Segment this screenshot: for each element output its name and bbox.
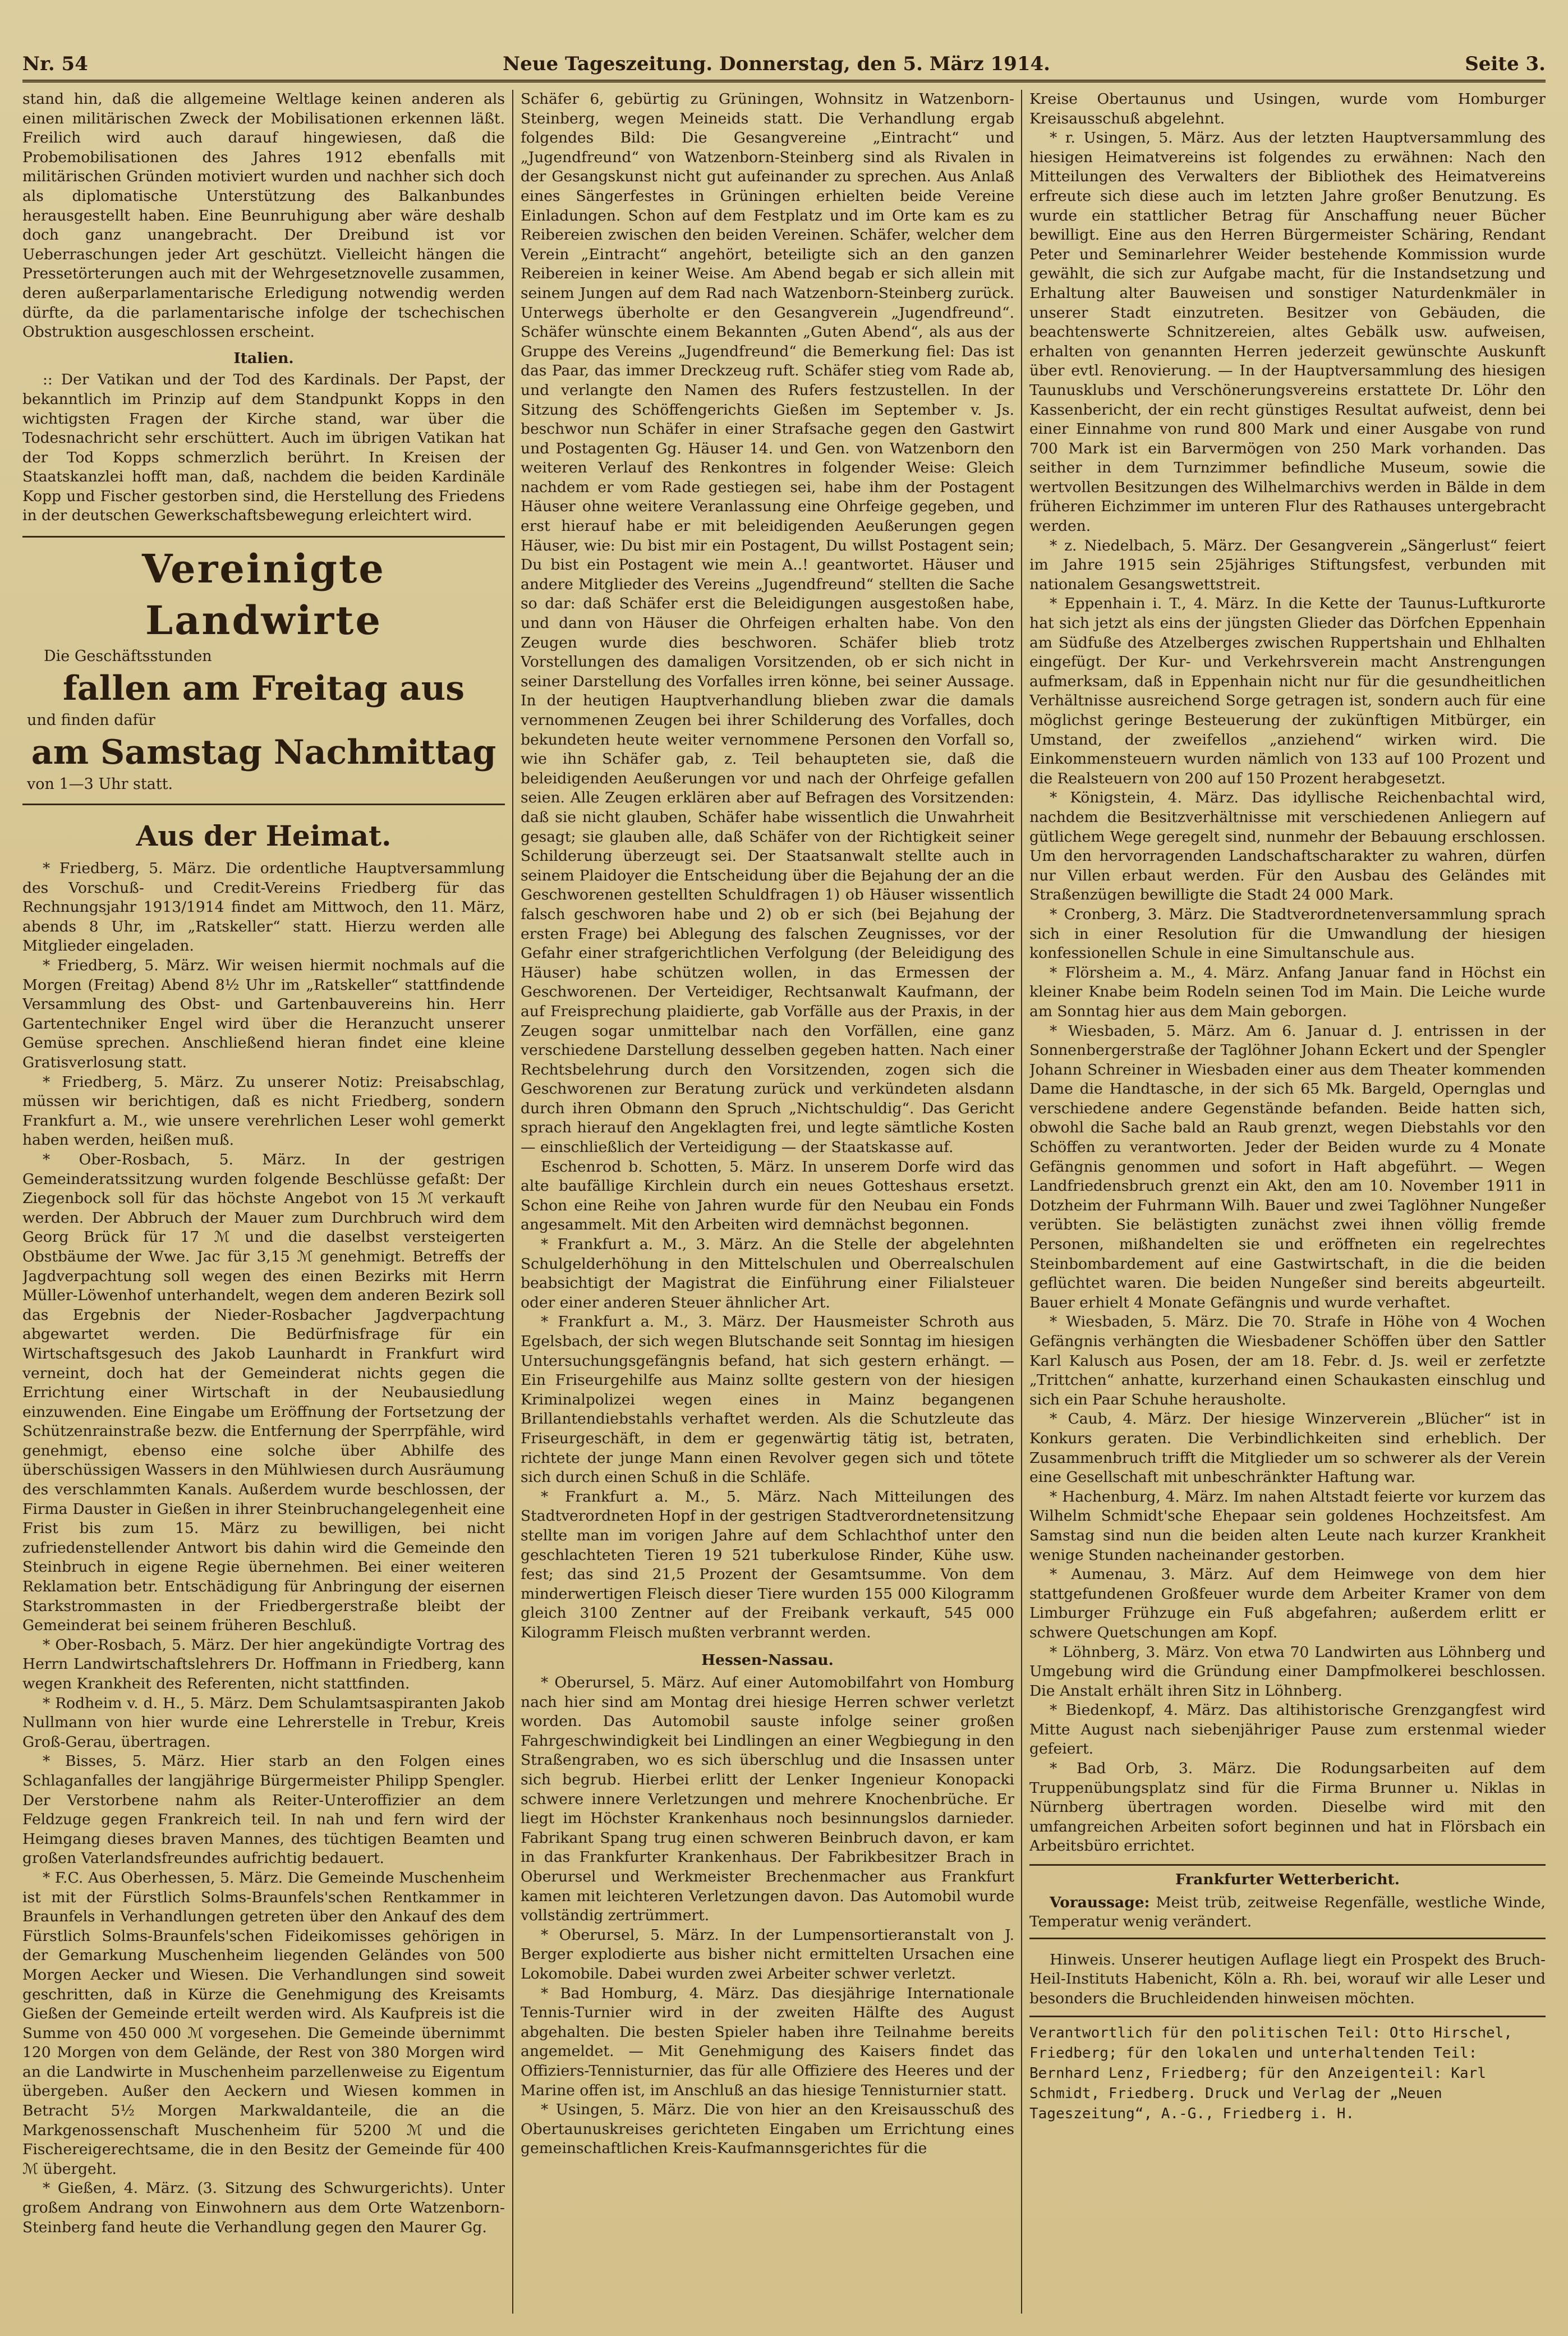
article-text: * Biedenkopf, 4. März. Das altihistorische Grenzgangfest wird Mitte August nach siebenjähriger Pause zum erstenmal wieder gefeiert. — [1029, 1701, 1546, 1758]
section-heading: Hessen-Nassau. — [701, 1651, 834, 1669]
article-text: * Bad Homburg, 4. März. Das diesjährige Internationale Tennis-Turnier wird in der zweiten Hälfte des August abgehalten. Die besten Spieler haben ihre Teilnahme bereits angemeldet. — Mit Genehmigung des Kaisers findet das Offiziers-Tennisturnier, das für alle Offiziere des Heeres und der Marine offen ist, im Anschluß an das hiesige Tennisturnier statt. — [521, 1984, 1014, 2099]
article-text: Eschenrod b. Schotten, 5. März. In unserem Dorfe wird das alte baufällige Kirchlein durch ein neues Gotteshaus ersetzt. Schon eine Reihe von Jahren wurde für den Neubau ein Fonds angesammelt. Mit den Arbeiten wird demnächst begonnen. — [521, 1158, 1014, 1234]
article-text: stand hin, daß die allgemeine Weltlage keinen anderen als einen militärischen Zweck der Mobilisationen erkennen läßt. Freilich wird auch darauf hingewiesen, daß die Probemobilisationen des Jahres 1912 ebenfalls mit militärischen Gründen motiviert wurden und nachher sich doch als diplomatische Unterstützung des Balkanbundes herausgestellt haben. Eine Beunruhigung aber wäre deshalb doch ganz unangebracht. Der Dreibund ist vor Ueberraschungen jeder Art geschützt. Vielleicht hängen die Pressetörterungen auch mit der Wehrgesetznovelle zusammen, deren außerparlamentarische Erledigung notwendig werden dürfte, da die parlamentarische infolge der tschechischen Obstruktion ausgeschlossen erscheint. — [22, 90, 505, 341]
ad-line: und finden dafür — [27, 712, 155, 729]
notice-text: Hinweis. Unserer heutigen Auflage liegt ein Prospekt des Bruch-Heil-Instituts Habenicht, Köln a. Rh. bei, worauf wir alle Leser und besonders die Bruchleidenden hinweisen möchten. — [1029, 1951, 1546, 2007]
section-title: Aus der Heimat. — [136, 819, 392, 853]
article-text: * Usingen, 5. März. Die von hier an den Kreisausschuß des Obertaunuskreises gerichteten Eingaben um Errichtung eines gemeinschaftlichen Kreis-Kaufmannsgerichtes für die — [521, 2101, 1014, 2158]
ad-title: Vereinigte Landwirte — [142, 545, 385, 644]
page-number: Seite 3. — [1465, 53, 1546, 75]
article-text: * Rodheim v. d. H., 5. März. Dem Schulamtsaspiranten Jakob Nullmann von hier wurde eine Lehrerstelle in Trebur, Kreis Groß-Gerau, übertragen. — [22, 1694, 505, 1751]
column-1 — [22, 90, 505, 2314]
weather-title: Frankfurter Wetterbericht. — [1175, 1871, 1400, 1889]
article-text: * Friedberg, 5. März. Wir weisen hiermit nochmals auf die Morgen (Freitag) Abend 8½ Uhr im „Ratskeller“ stattfindende Versammlung des Obst- und Gartenbauvereins hin. Herr Gartentechniker Engel wird über die Heranzucht unserer Gemüse sprechen. Anschließend hieran findet eine kleine Gratisverlosung statt. — [22, 957, 505, 1071]
ad-line: fallen am Freitag aus — [62, 669, 465, 709]
article-text: * Bisses, 5. März. Hier starb an den Folgen eines Schlaganfalles der langjährige Bürgermeister Philipp Spengler. Der Verstorbene nahm als Reiter-Unteroffizier an dem Feldzuge gegen Frankreich teil. In nah und fern wird der Heimgang dieses braven Mannes, des tüchtigen Beamten und großen Vaterlandsfreundes aufrichtig bedauert. — [22, 1752, 505, 1867]
article-text: * Cronberg, 3. März. Die Stadtverordnetenversammlung sprach sich in einer Resolution für die Umwandlung der hiesigen konfessionellen Schule in eine Simultanschule aus. — [1029, 905, 1546, 962]
article-text: * Aumenau, 3. März. Auf dem Heimwege von dem hier stattgefundenen Großfeuer wurde dem Arbeiter Kramer von dem Limburger Frühzuge ein Fuß abgefahren; außerdem erlitt er schwere Quetschungen am Kopf. — [1029, 1566, 1546, 1641]
article-text: * Löhnberg, 3. März. Von etwa 70 Landwirten aus Löhnberg und Umgebung wird die Gründung einer Dampfmolkerei beschlossen. Die Anstalt erhält ihren Sitz in Löhnberg. — [1029, 1643, 1546, 1700]
article-text: * F.C. Aus Oberhessen, 5. März. Die Gemeinde Muschenheim ist mit der Fürstlich Solms-Braunfels'schen Rentkammer in Braunfels in Verhandlungen getreten über den Ankauf des dem Fürstlich Solms-Braunfels'schen Fideikomisses gehörigen in der Gemarkung Muschenheim liegenden Geländes von 500 Morgen Aecker und Wiesen. Die Verhandlungen sind soweit geschritten, daß in Kürze die Genehmigung des Kreisamts Gießen der Gemeinde erteilt werden wird. Als Kaufpreis ist die Summe von 450 000 ℳ vorgesehen. Die Gemeinde übernimmt 120 Morgen von dem Gelände, der Rest von 380 Morgen wird an die Landwirte in Muschenheim parzellenweise zu Eigentum übergeben. Außer den Aeckern und Wiesen kommen in Betracht 5½ Morgen Markwaldanteile, die an die Markgenossenschaft Muschenheim für 5200 ℳ und die Fischereigerechtsame, die in den Besitz der Gemeinde für 400 ℳ übergeht. — [22, 1869, 505, 2178]
section-heading: Italien. — [233, 349, 294, 367]
article-text: * Oberursel, 5. März. Auf einer Automobilfahrt von Homburg nach hier sind am Montag drei hiesige Herren schwer verletzt worden. Das Automobil sauste infolge seiner großen Fahrgeschwindigkeit bei Lindlingen an einer Wegbiegung in den Straßengraben, wo es sich überschlug und die Insassen unter sich begrub. Hierbei erlitt der Lenker Ingenieur Konopacki schwere innere Verletzungen und mehrere Knochenbrüche. Er liegt im Höchster Krankenhaus noch besinnungslos darnieder. Fabrikant Spang trug einen schweren Beinbruch davon, er kam in das Frankfurter Krankenhaus. Der Fabrikbesitzer Brach in Oberursel und Werkmeister Brechenmacher aus Frankfurt kamen mit leichteren Verletzungen davon. Das Automobil wurde vollständig zertrümmert. — [521, 1674, 1014, 1925]
weather-text — [1029, 1893, 1546, 1932]
article-text: * Friedberg, 5. März. Zu unserer Notiz: Preisabschlag, müssen wir berichtigen, daß es nicht Friedberg, sondern Frankfurt a. M., wie unsere verehrlichen Leser wohl gemerkt haben werden, heißen muß. — [22, 1073, 505, 1149]
article-text: * Gießen, 4. März. (3. Sitzung des Schwurgerichts). Unter großem Andrang von Einwohnern aus dem Orte Watzenborn-Steinberg fand heute die Verhandlung gegen den Maurer Gg. — [22, 2179, 505, 2236]
imprint: Verantwortlich für den politischen Teil: Otto Hirschel, Friedberg; für den lokalen und unterhaltenden Teil: Bernhard Lenz, Friedberg; für den Anzeigenteil: Karl Schmidt, Friedberg. Druck und Verlag der „Neuen Tageszeitung“, A.-G., Friedberg i. H. — [1029, 2024, 1512, 2122]
article-text: * Frankfurt a. M., 3. März. Der Hausmeister Schroth aus Egelsbach, der sich wegen Blutschande seit Sonntag im hiesigen Untersuchungsgefängnis befand, hat sich gestern erhängt. — Ein Friseurgehilfe aus Mainz sollte gestern von der hiesigen Kriminalpolizei wegen eines in Mainz begangenen Brillantendiebstahls verhaftet werden. Als die Schutzleute das Friseurgeschäft, in dem er gegenwärtig tätig ist, betraten, richtete der junge Mann einen Revolver gegen sich und tötete sich durch einen Schuß in die Schläfe. — [521, 1313, 1014, 1486]
weather-label: Voraussage: — [1050, 1893, 1150, 1911]
weather-forecast: Meist trüb, zeitweise Regenfälle, westliche Winde, Temperatur wenig verändert. — [1029, 1893, 1546, 1931]
article-text: Schäfer 6, gebürtig zu Grüningen, Wohnsitz in Watzenborn-Steinberg, wegen Meineids statt. Die Verhandlung ergab folgendes Bild: Die Gesangvereine „Eintracht“ und „Jugendfreund“ von Watzenborn-Steinberg sind als Rivalen in der Gesangskunst nicht gut aufeinander zu sprechen. Aus Anlaß eines Sängerfestes in Grüningen erhielten beide Vereine Einladungen. Schon auf dem Festplatz und im Orte kam es zu Reibereien zwischen den beiden Vereinen. Schäfer, welcher dem Verein „Eintracht“ angehört, beteiligte sich an den ganzen Reibereien in keiner Weise. Am Abend begab er sich allein mit seinem Jungen auf dem Rad nach Watzenborn-Steinberg zurück. Unterwegs überholte er den Gesangverein „Jugendfreund“. Schäfer wünschte einem Bekannten „Guten Abend“, als aus der Gruppe des Vereins „Jugendfreund“ die Bemerkung fiel: Das ist das Paar, das immer Dreckzeug ruft. Schäfer stieg vom Rade ab, und verlangte den Namen des Rufers festzustellen. In der Sitzung des Schöffengerichts Gießen im September v. Js. beschwor nun Schäfer in einer Strafsache gegen den Gastwirt und Postagenten Gg. Häuser 14. und Gen. von Watzenborn den weiteren Verlauf des Renkontres in folgender Weise: Gleich nachdem er vom Rade gestiegen sei, habe ihm der Postagent Häuser ohne weitere Veranlassung eine Ohrfeige gegeben, und erst hierauf habe er mit beleidigenden Aeußerungen gegen Häuser, wie: Du bist mir ein Postagent, Du willst Postagent sein; Du bist ein Postagent wie mein A..! geantwortet. Häuser und andere Mitglieder des Vereins „Jugendfreund“ stellten die Sache so dar: daß Schäfer erst die Beleidigungen ausgestoßen habe, und dann von Häuser die Ohrfeigen erhalten habe. Von den Zeugen wurde dies beschworen. Schäfer blieb trotz Vorstellungen des damaligen Vorsitzenden, ob er sich nicht in seiner Darstellung des Vorfalles irren könne, bei seiner Aussage. In der heutigen Hauptverhandlung blieben zwar die damals vernommenen Zeugen bei ihrer Schilderung des Vorfalles, doch bekundeten heute weiter vernommene Personen den Vorfall so, wie ihn Schäfer gab, z. Teil behaupteten sie, daß die beleidigenden Aeußerungen vor und nach der Ohrfeige gefallen seien. Alle Zeugen erklären aber auf Befragen des Vorsitzenden: daß sie nicht glauben, Schäfer habe wissentlich die Unwahrheit gesagt; sie glauben alle, daß Schäfer von der Richtigkeit seiner Schilderung überzeugt sei. Der Staatsanwalt stellte auch in seinem Plaidoyer die Entscheidung über die Bejahung der an die Geschworenen gestellten Schuldfragen 1) ob Häuser wissentlich falsch geschworen habe und 2) ob er sich (bei Bejahung der ersten Frage) bei Ablegung des falschen Zeugnisses, vor der Gefahr einer strafgerichtlichen Verfolgung (der Beleidigung des Häuser) habe schützen wollen, in das Ermessen der Geschworenen. Der Verteidiger, Rechtsanwalt Kaufmann, der auf Freisprechung plaidierte, gab Vorfälle aus der Praxis, in der Zeugen sogar unmittelbar nach den Vorfällen, eine ganz verschiedene Darstellung desselben gegeben hatten. Nach einer Rechtsbelehrung durch den Vorsitzenden, zogen sich die Geschworenen zur Beratung zurück und verkündeten alsdann durch ihren Obmann den Spruch „Nichtschuldig“. Das Gericht sprach hierauf den Angeklagten frei, und legte sämtliche Kosten — einschließlich der Verteidigung — der Staatskasse auf. — [521, 90, 1014, 1156]
ad-line: von 1—3 Uhr statt. — [27, 775, 173, 793]
article-text: * Bad Orb, 3. März. Die Rodungsarbeiten auf dem Truppenübungsplatz sind für die Firma Brunner u. Niklas in Nürnberg übertragen worden. Dieselbe wird mit den umfangreichen Arbeiten sofort beginnen und hat in Flörsbach ein Arbeitsbüro errichtet. — [1029, 1760, 1546, 1855]
article-text: * Flörsheim a. M., 4. März. Anfang Januar fand in Höchst ein kleiner Knabe beim Rodeln seinen Tod im Main. Die Leiche wurde am Sonntag hier aus dem Main geborgen. — [1029, 963, 1546, 1020]
masthead-line: Neue Tageszeitung. Donnerstag, den 5. März 1914. — [503, 53, 1050, 75]
article-text: * Oberursel, 5. März. In der Lumpensortieranstalt von J. Berger explodierte aus bisher nicht ermittelten Ursachen eine Lokomobile. Dabei wurden zwei Arbeiter schwer verletzt. — [521, 1926, 1014, 1982]
column-3 — [1029, 90, 1546, 2314]
weather-report — [1029, 1864, 1546, 1939]
article-text: * Eppenhain i. T., 4. März. In die Kette der Taunus-Luftkurorte hat sich jetzt als eins der jüngsten Glieder das Dörfchen Eppenhain am Südfuße des Atzelberges zwischen Ruppertshain und Ehlhalten eingefügt. Der Kur- und Verkehrsverein macht Anstrengungen aufmerksam, daß in Eppenhain nicht nur für die gesundheitlichen Verhältnisse ausreichend Sorge getragen ist, sondern auch für eine möglichst geringe Besteuerung der zukünftigen Mitbürger, ein Umstand, der zweifellos „anziehend“ wirken wird. Die Einkommensteuern wurden nämlich von 133 auf 100 Prozent und die Realsteuern von 200 auf 150 Prozent herabgesetzt. — [1029, 595, 1546, 787]
article-text: * Caub, 4. März. Der hiesige Winzerverein „Blücher“ ist in Konkurs geraten. Die Verbindlichkeiten sind erheblich. Der Zusammenbruch trifft die Mitglieder um so schwerer als der Verein eine Gesellschaft mit unbeschränkter Haftung war. — [1029, 1410, 1546, 1486]
column-2 — [521, 90, 1014, 2314]
column-rule — [512, 90, 513, 2314]
article-text: * Königstein, 4. März. Das idyllische Reichenbachtal wird, nachdem die Besitzverhältnisse mit verschiedenen Anliegern auf gütlichem Wege geregelt sind, nunmehr der Bebauung erschlossen. Um den hervorragenden Landschaftscharakter zu wahren, dürfen nur Villen erbaut werden. Für den Ausbau des Geländes mit Straßenzügen bewilligte die Stadt 24 000 Mark. — [1029, 789, 1546, 904]
issue-number: Nr. 54 — [22, 53, 88, 75]
article-text: * Ober-Rosbach, 5. März. In der gestrigen Gemeinderatssitzung wurden folgende Beschlüsse gefaßt: Der Ziegenbock soll für das höchste Angebot von 15 ℳ verkauft werden. Der Abbruch der Mauer zum Durchbruch wird dem Georg Brück für 17 ℳ und die daselbst versteigerten Obstbäume der Wwe. Jac für 3,15 ℳ genehmigt. Betreffs der Jagdverpachtung soll wegen des einen Bezirks mit Herrn Müller-Löwenhof unterhandelt, wegen dem anderen Bezirk soll das Ergebnis der Nieder-Rosbacher Jagdverpachtung abgewartet werden. Die Bedürfnisfrage für ein Wirtschaftsgesuch des Jakob Launhardt in Frankfurt wird verneint, doch hat der Gemeinderat nichts gegen die Errichtung einer Wirtschaft in der Neubausiedlung einzuwenden. Eine Eingabe um Eröffnung der Fortsetzung der Schützenrainstraße bezw. die Entfernung der Sperrpfähle, wird genehmigt, ebenso eine solche über Abhilfe des überschüssigen Wassers in den Mühlwiesen durch Ausräumung des verschlammten Kanals. Außerdem wurde beschlossen, der Firma Dauster in Gießen in ihrer Steinbruchangelegenheit eine Frist bis zum 15. März zu bewilligen, bei nicht zufriedenstellender Antwort bis dahin wird die Gemeinde den Steinbruch in eigene Regie übernehmen. Bei einer weiteren Reklamation betr. Entschädigung für Anbringung der eisernen Starkstrommasten in der Friedbergerstraße bleibt der Gemeinderat bei seinem früheren Beschluß. — [22, 1150, 505, 1635]
article-text: * Hachenburg, 4. März. Im nahen Altstadt feierte vor kurzem das Wilhelm Schmidt'sche Ehepaar sein goldenes Hochzeitsfest. Am Samstag sind nun die beiden alten Leute nach kurzer Krankheit wenige Stunden nacheinander gestorben. — [1029, 1488, 1546, 1564]
article-text: * Frankfurt a. M., 3. März. An die Stelle der abgelehnten Schulgelderhöhung in den Mittelschulen und Oberrealschulen beabsichtigt der Magistrat die Einführung einer Filialsteuer oder einer anderen Steuer ähnlicher Art. — [521, 1236, 1014, 1311]
ad-line: Die Geschäftsstunden — [44, 648, 212, 666]
article-text: * Wiesbaden, 5. März. Die 70. Strafe in Höhe von 4 Wochen Gefängnis verhängten die Wiesbadener Schöffen über den Sattler Karl Kalusch aus Posen, der am 18. Febr. d. Js. weil er zerfetzte „Trittchen“ anhatte, kurzerhand einen Schaukasten einschlug und sich ein Paar Schuhe herausholte. — [1029, 1313, 1546, 1408]
ad-line: am Samstag Nachmittag — [31, 733, 496, 773]
page-header — [22, 36, 1546, 82]
column-rule — [1021, 90, 1022, 2314]
article-text: * Friedberg, 5. März. Die ordentliche Hauptversammlung des Vorschuß- und Credit-Vereins Friedberg für das Rechnungsjahr 1913/1914 findet am Mittwoch, den 11. März, abends 8 Uhr, im „Ratskeller“ statt. Hierzu werden alle Mitglieder eingeladen. — [22, 860, 505, 955]
article-text: * Wiesbaden, 5. März. Am 6. Januar d. J. entrissen in der Sonnenbergerstraße der Taglöhner Johann Eckert und der Spengler Johann Schreiner in Wiesbaden einer aus dem Theater kommenden Dame die Handtasche, in der sich 65 Mk. Bargeld, Opernglas und verschiedene andere Gegenstände befanden. Beide hatten sich, obwohl die Sache bald an Raub grenzt, wegen Diebstahls vor den Schöffen zu verantworten. Jeder der Beiden wurde zu 4 Monate Gefängnis genommen und sofort in Haft abgeführt. — Wegen Landfriedensbruch grenzt ein Akt, den am 10. November 1911 in Dotzheim der Fuhrmann Wilh. Bauer und zwei Taglöhner Nungeßer verübten. Sie belästigten zunächst zwei ihnen völlig fremde Personen, mißhandelten sie und eröffneten ein regelrechtes Steinbombardement auf eine Gastwirtschaft, in die die beiden geflüchtet waren. Die beiden Nungeßer sind bereits abgeurteilt. Bauer erhielt 4 Monate Gefängnis und wurde verhaftet. — [1029, 1022, 1546, 1311]
article-text: * Ober-Rosbach, 5. März. Der hier angekündigte Vortrag des Herrn Landwirtschaftslehrers Dr. Hoffmann in Friedberg, kann wegen Krankheit des Referenten, nicht stattfinden. — [22, 1636, 505, 1692]
article-text: * Frankfurt a. M., 5. März. Nach Mitteilungen des Stadtverordneten Hopf in der gestrigen Stadtverordnetensitzung stellte man im vorigen Jahre auf dem Schlachthof unter den geschlachteten Tieren 19 521 tuberkulose Rinder, Kühe usw. fest; das sind 21,5 Prozent der Gesamtsumme. Von dem minderwertigen Fleisch dieser Tiere wurden 155 000 Kilogramm gleich 3100 Zentner auf der Freibank verkauft, 545 000 Kilogramm Fleisch mußten verbrannt werden. — [521, 1488, 1014, 1641]
article-text: :: Der Vatikan und der Tod des Kardinals. Der Papst, der bekanntlich im Prinzip auf dem Standpunkt Kopps in den wichtigsten Fragen der Kirche stand, war über die Todesnachricht sehr erschüttert. Auch im übrigen Vatikan hat der Tod Kopps schmerzlich berührt. In Kreisen der Staatskanzlei hofft man, daß, nachdem die beiden Kardinäle Kopp und Fischer gestorben sind, die Herstellung des Friedens in der deutschen Gewerkschaftsbewegung erleichtert wird. — [22, 371, 505, 525]
article-text: * z. Niedelbach, 5. März. Der Gesangverein „Sängerlust“ feiert im Jahre 1915 sein 25jähriges Stiftungsfest, verbunden mit nationalem Gesangswettstreit. — [1029, 536, 1546, 593]
article-text: Kreise Obertaunus und Usingen, wurde vom Homburger Kreisausschuß abgelehnt. — [1029, 90, 1546, 127]
advertisement — [22, 536, 505, 805]
article-text: * r. Usingen, 5. März. Aus der letzten Hauptversammlung des hiesigen Heimatvereins ist folgendes zu erwähnen: Nach den Mitteilungen des Verwalters der Bibliothek des Heimatvereins erfreute sich diese auch im letzten Jahre großer Benutzung. Es wurde ein stattlicher Betrag für Anschaffung neuer Bücher bewilligt. Eine aus den Herren Bürgermeister Schäring, Rendant Peter und Seminarlehrer Weider bestehende Kommission wurde gewählt, die sich zur Aufgabe macht, für die Instandsetzung und Erhaltung alter Bauweisen und sonstiger Naturdenkmäler in unserer Stadt einzutreten. Besitzer von Gebäuden, die beachtenswerte Schnitzereien, altes Gebälk usw. aufweisen, erhalten von genannten Herren jederzeit gewünschte Auskunft über evtl. Renovierung. — In der Hauptversammlung des hiesigen Taunusklubs und Verschönerungsvereins erstattete Dr. Löhr den Kassenbericht, der ein recht günstiges Resultat aufweist, denn bei einer Einnahme von rund 800 Mark und einer Ausgabe von rund 700 Mark ist ein Barvermögen von 250 Mark vorhanden. Das seither in dem Turnzimmer befindliche Museum, sowie die wertvollen Besitzungen des Wilhelmarchivs werden in Bälde in dem früheren Eichzimmer im unteren Flur des Rathauses untergebracht werden. — [1029, 129, 1546, 535]
notice — [1029, 1947, 1546, 2017]
